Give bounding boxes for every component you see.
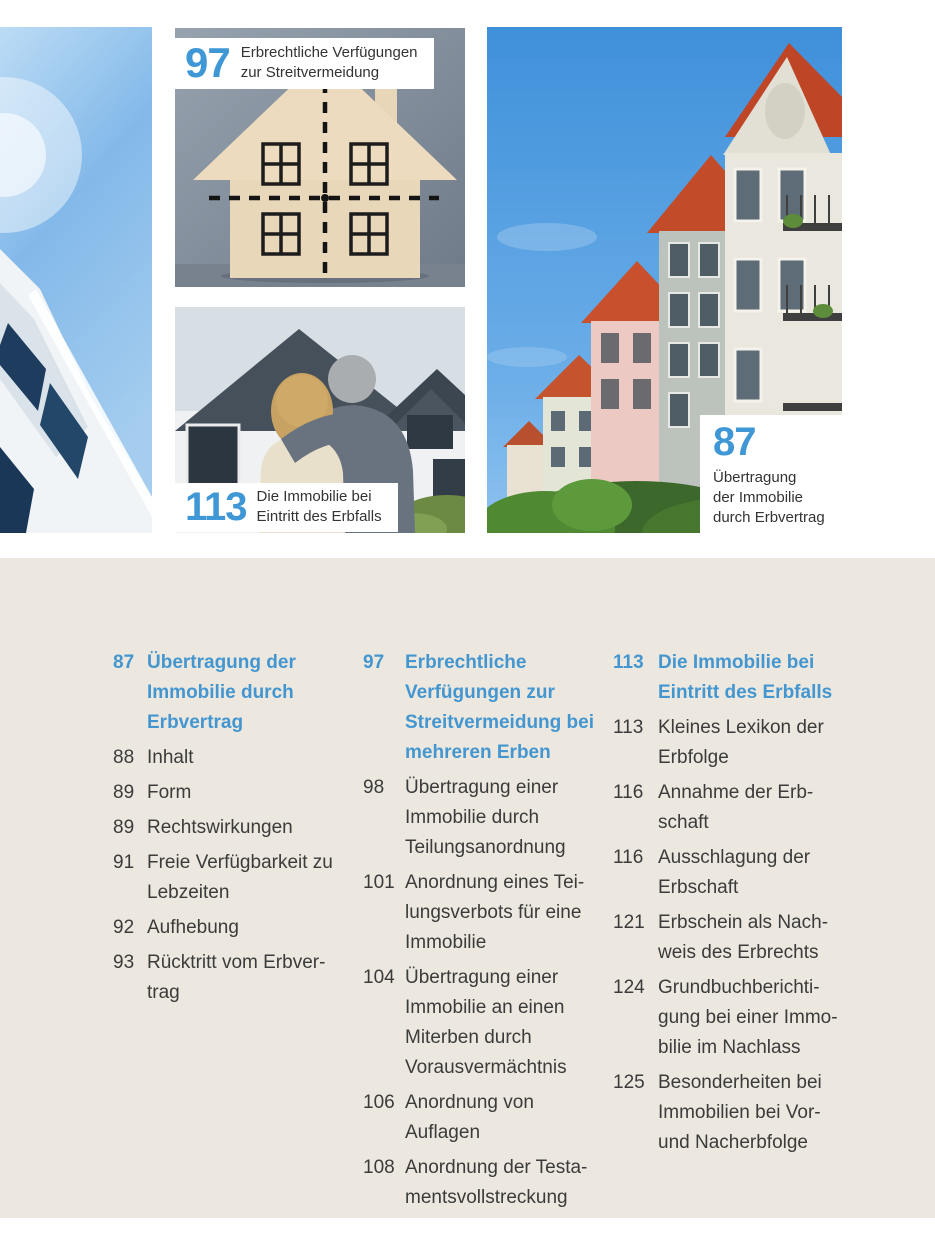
toc-title-line: Grundbuchberichti- (658, 977, 820, 998)
modern-building-illustration (0, 27, 152, 533)
toc-column-1 (113, 648, 353, 1013)
toc-entry[interactable] (113, 848, 353, 908)
toc-page-number: 87 (113, 652, 135, 673)
toc-entry[interactable] (113, 948, 353, 1008)
toc-entry-title (147, 648, 296, 738)
toc-entry[interactable] (113, 778, 353, 808)
article-label-113[interactable] (175, 483, 398, 532)
toc-entry-title (405, 963, 567, 1083)
article-title-line: der Immobilie (713, 488, 804, 506)
toc-entry-title (405, 773, 566, 863)
toc-title-line: Anordnung eines Tei- (405, 872, 585, 893)
toc-chapter-header[interactable] (113, 648, 353, 738)
toc-page-number: 124 (613, 977, 645, 998)
toc-entry-title (658, 1068, 822, 1158)
toc-page-number: 91 (113, 852, 135, 873)
article-label-87[interactable] (700, 415, 842, 533)
toc-title-line: Erbschaft (658, 877, 739, 898)
toc-title-line: Vorausvermächtnis (405, 1057, 567, 1078)
toc-entry-title (147, 743, 193, 773)
toc-title-line: weis des Erbrechts (658, 942, 819, 963)
toc-title-line: Besonderheiten bei (658, 1072, 822, 1093)
toc-entry[interactable] (363, 868, 603, 958)
toc-title-line: gung bei einer Immo- (658, 1007, 838, 1028)
toc-entry-title (658, 778, 813, 838)
toc-title-line: Teilungsanordnung (405, 837, 566, 858)
toc-title-line: Immobilie (405, 932, 487, 953)
toc-entry[interactable] (613, 713, 861, 773)
toc-title-line: Erbvertrag (147, 712, 244, 733)
toc-title-line: Eintritt des Erbfalls (658, 682, 833, 703)
toc-entry[interactable] (113, 913, 353, 943)
article-page-number: 113 (185, 484, 247, 529)
toc-title-line: bilie im Nachlass (658, 1037, 801, 1058)
article-label-97[interactable] (175, 38, 434, 89)
toc-title-line: trag (147, 982, 180, 1003)
toc-entry-title (405, 1088, 534, 1148)
toc-entry-title (658, 713, 824, 773)
toc-entry-title (405, 1153, 587, 1213)
toc-page-number: 97 (363, 652, 385, 673)
toc-page-number: 106 (363, 1092, 395, 1113)
article-page-number: 87 (713, 420, 756, 464)
toc-title-line: Auflagen (405, 1122, 481, 1143)
toc-entry[interactable] (613, 843, 861, 903)
toc-page-number: 104 (363, 967, 395, 988)
toc-entry[interactable] (363, 963, 603, 1083)
toc-page-number: 89 (113, 782, 135, 803)
toc-title-line: Immobilie an einen (405, 997, 565, 1018)
toc-entry[interactable] (613, 908, 861, 968)
toc-title-line: Übertragung der (147, 652, 296, 673)
toc-title-line: Die Immobilie bei (658, 652, 815, 673)
article-title-line: Eintritt des Erbfalls (256, 508, 382, 526)
toc-title-line: Freie Verfügbarkeit zu (147, 852, 333, 873)
toc-title-line: Form (147, 782, 192, 803)
toc-page-number: 125 (613, 1072, 645, 1093)
toc-entry[interactable] (113, 813, 353, 843)
toc-title-line: Anordnung von (405, 1092, 534, 1113)
toc-page-number: 88 (113, 747, 135, 768)
toc-entry[interactable] (613, 973, 861, 1063)
toc-page-number: 113 (613, 717, 644, 738)
toc-title-line: Lebzeiten (147, 882, 230, 903)
toc-column-3 (613, 648, 861, 1163)
toc-title-line: Aufhebung (147, 917, 239, 938)
article-page-number: 97 (185, 38, 230, 86)
toc-title-line: Übertragung einer (405, 967, 559, 988)
article-title (241, 43, 418, 83)
toc-entry-title (658, 973, 838, 1063)
article-title-line: durch Erbvertrag (713, 508, 825, 526)
toc-page-number: 89 (113, 817, 135, 838)
toc-entry[interactable] (613, 778, 861, 838)
toc-title-line: Erbschein als Nach- (658, 912, 829, 933)
toc-page-number: 113 (613, 652, 644, 673)
toc-title-line: Erbfolge (658, 747, 729, 768)
toc-chapter-header[interactable] (363, 648, 603, 768)
toc-page-number: 101 (363, 872, 395, 893)
toc-title-line: Immobilien bei Vor- (658, 1102, 821, 1123)
toc-page-number: 116 (613, 847, 644, 868)
toc-title-line: Übertragung einer (405, 777, 559, 798)
toc-title-line: mehreren Erben (405, 742, 551, 763)
toc-title-line: Rechtswirkungen (147, 817, 293, 838)
toc-entry-title (658, 908, 828, 968)
toc-title-line: Erbrechtliche (405, 652, 527, 673)
toc-entry[interactable] (363, 1153, 603, 1213)
toc-entry-title (147, 778, 191, 808)
toc-entry-title (147, 948, 325, 1008)
toc-entry-title (658, 843, 810, 903)
toc-title-line: und Nacherbfolge (658, 1132, 808, 1153)
article-title-line: Übertragung (713, 468, 797, 486)
toc-title-line: Anordnung der Testa- (405, 1157, 588, 1178)
toc-entry[interactable] (363, 1088, 603, 1148)
toc-entry-title (405, 648, 594, 768)
toc-entry-title (405, 868, 584, 958)
toc-title-line: Kleines Lexikon der (658, 717, 824, 738)
toc-title-line: Miterben durch (405, 1027, 532, 1048)
toc-page-number: 108 (363, 1157, 395, 1178)
toc-page-number: 121 (613, 912, 645, 933)
toc-column-2 (363, 648, 603, 1218)
toc-title-line: mentsvollstreckung (405, 1187, 568, 1208)
article-title-line: Erbrechtliche Verfügungen (240, 44, 418, 61)
toc-title-line: schaft (658, 812, 709, 833)
toc-title-line: Annahme der Erb- (658, 782, 814, 803)
toc-entry-title (147, 848, 333, 908)
toc-entry[interactable] (113, 743, 353, 773)
article-title (257, 487, 382, 527)
toc-page-number: 93 (113, 952, 135, 973)
toc-page-number: 92 (113, 917, 135, 938)
toc-entry-title (147, 913, 239, 943)
toc-title-line: Immobilie durch (147, 682, 294, 703)
toc-entry[interactable] (363, 773, 603, 863)
toc-page-number: 116 (613, 782, 644, 803)
toc-title-line: Streitvermeidung bei (405, 712, 594, 733)
toc-entry-title (658, 648, 832, 708)
toc-page-number: 98 (363, 777, 385, 798)
toc-entry-title (147, 813, 293, 843)
toc-title-line: Rücktritt vom Erbver- (147, 952, 326, 973)
toc-title-line: Immobilie durch (405, 807, 540, 828)
toc-title-line: Inhalt (147, 747, 194, 768)
toc-title-line: Verfügungen zur (405, 682, 555, 703)
toc-title-line: lungsverbots für eine (405, 902, 582, 923)
toc-title-line: Ausschlagung der (658, 847, 811, 868)
photo-modern-building (0, 27, 152, 533)
article-title (713, 468, 836, 528)
toc-entry[interactable] (613, 1068, 861, 1158)
article-title-line: zur Streitvermeidung (240, 64, 380, 82)
toc-chapter-header[interactable] (613, 648, 861, 708)
article-title-line: Die Immobilie bei (256, 488, 372, 505)
toc-section (0, 558, 935, 1218)
